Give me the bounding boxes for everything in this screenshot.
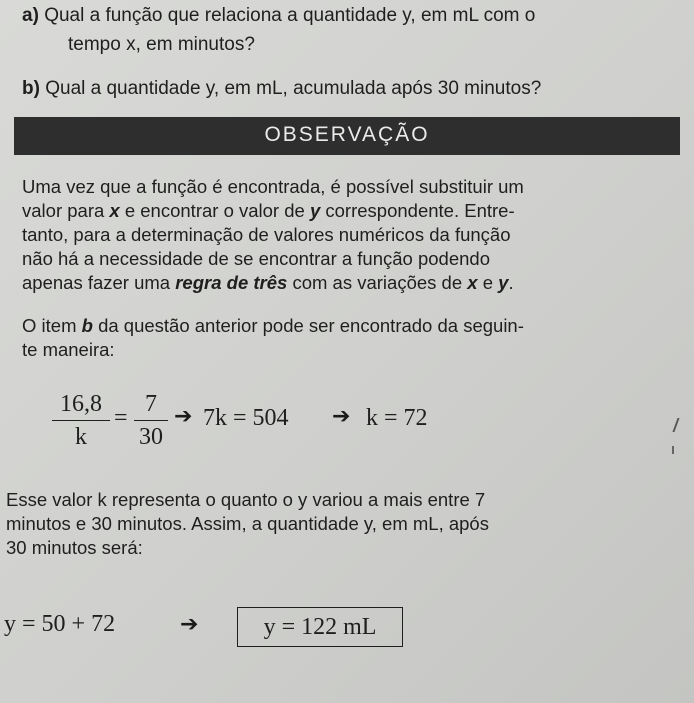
observation-paragraph-3 [6,488,678,560]
question-a-text: Qual a função que relaciona a quantidade y, em mL com o [44,5,536,26]
p1-line-3: tanto, para a determinação de valores numéricos da função [22,224,511,245]
equals-sign: = [114,405,128,431]
p1-line-5-a: apenas fazer uma [22,272,176,293]
question-b-text: Qual a quantidade y, em mL, acumulada após 30 minutos? [45,78,542,99]
variable-x: x [109,200,120,221]
question-a-letter: a) [22,5,39,26]
fraction-2-bar [134,420,168,421]
p3-line-1: Esse valor k representa o quanto o y variou a mais entre 7 [6,489,486,510]
p1-line-5-d: . [508,272,514,293]
variable-x: x [467,272,478,293]
p1-line-5-b: com as variações de [287,272,468,293]
arrow-right-icon: ➔ [332,404,351,429]
question-a-line-1 [22,4,535,28]
stray-mark [672,446,674,454]
p1-line-2-b: e encontrar o valor de [119,200,310,221]
fraction-16-8-over-k [52,390,110,451]
p3-line-2: minutos e 30 minutos. Assim, a quantidade y, em mL, após [6,513,489,534]
p3-line-3: 30 minutos será: [6,537,143,558]
p2-line-1-a: O item [22,315,82,336]
p2-line-1-c: da questão anterior pode ser encontrado da seguin- [92,315,524,336]
arrow-right-icon: ➔ [180,612,199,637]
p1-line-4: não há a necessidade de se encontrar a função podendo [22,248,491,269]
p2-line-1 [22,314,672,338]
item-b-ref: b [81,315,93,336]
regra-de-tres-emphasis: regra de três [175,272,288,293]
p1-line-1: Uma vez que a função é encontrada, é possível substituir um [22,176,524,197]
equation-k-72: k = 72 [366,405,428,431]
variable-y: y [309,200,321,221]
p1-line-2-a: valor para [22,200,110,221]
variable-y: y [498,272,509,293]
p1-line-2-c: correspondente. Entre- [320,200,515,221]
p1-line-2 [22,199,668,223]
fraction-1-bar [52,420,110,421]
fraction-2-denominator: 30 [139,424,163,450]
observation-paragraph-1 [22,175,668,295]
p2-line-2: te maneira: [22,339,115,360]
stray-mark [672,418,679,432]
question-b [22,77,541,101]
observation-paragraph-2 [22,314,672,362]
equation-y-sum: y = 50 + 72 [4,611,116,637]
p1-line-5-c: e [477,272,499,293]
arrow-right-icon: ➔ [174,404,193,429]
result-box: y = 122 mL [237,607,403,647]
fraction-1-numerator: 16,8 [60,391,102,417]
fraction-2-numerator: 7 [145,391,157,417]
equation-7k-504: 7k = 504 [203,405,289,431]
observation-heading: OBSERVAÇÃO [14,117,680,155]
p1-line-5 [22,271,668,295]
question-b-letter: b) [22,78,40,99]
fraction-1-denominator: k [75,424,87,450]
fraction-7-over-30 [134,390,168,451]
question-a-line-2: tempo x, em minutos? [68,34,255,55]
